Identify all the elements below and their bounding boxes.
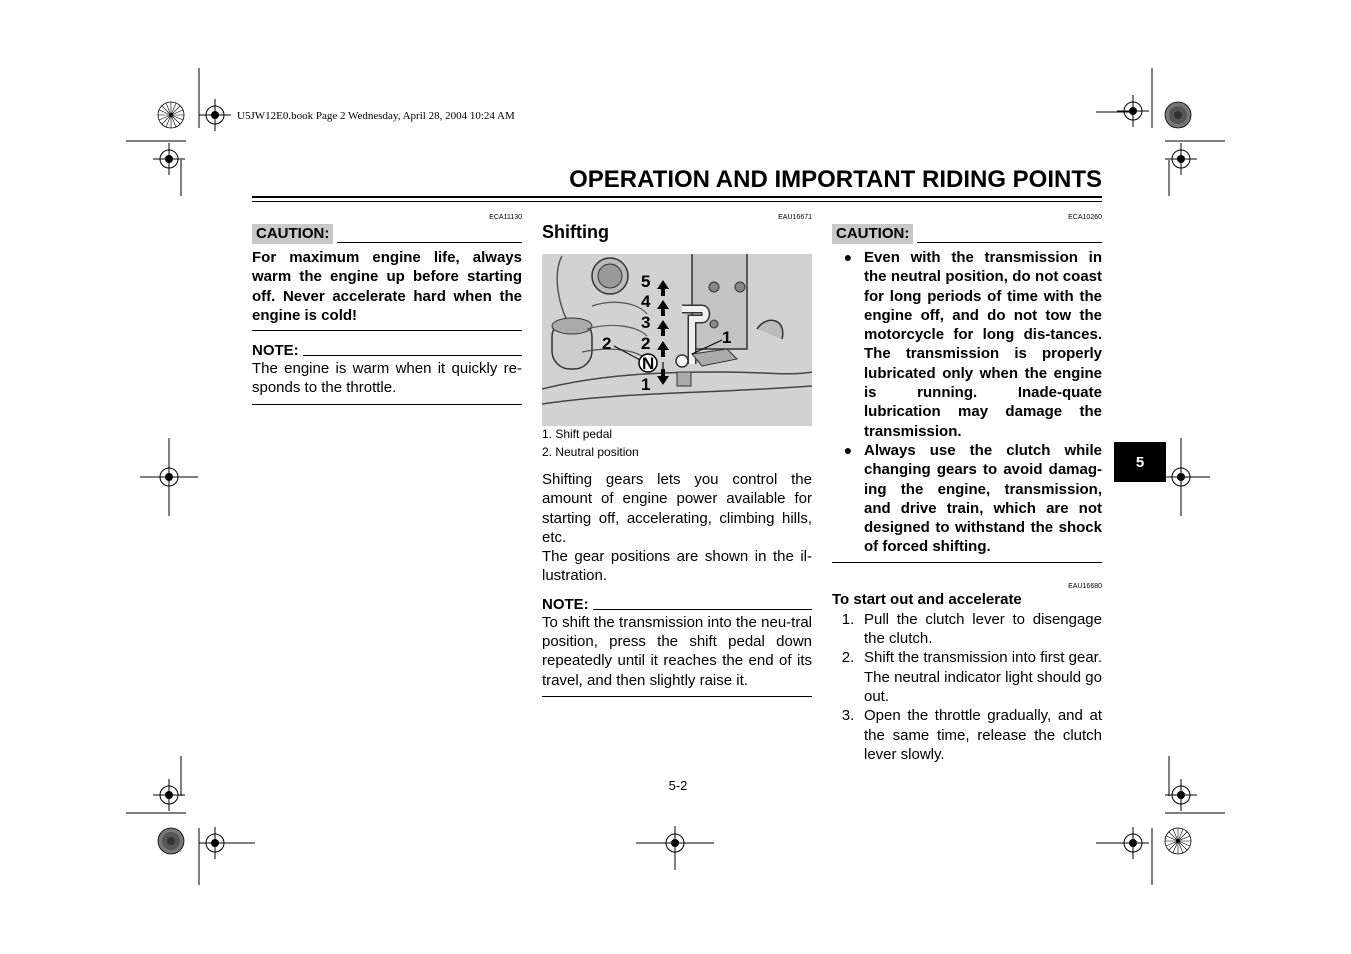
list-item: 3. Open the throttle gradually, and at the same time, release the clutch lever slowly. <box>841 707 1102 763</box>
column-left <box>252 214 522 405</box>
registration-mark <box>1117 95 1149 127</box>
caption-item: 1. Shift pedal <box>542 427 613 441</box>
caution-label: CAUTION: <box>252 224 333 244</box>
gear-label-4: 4 <box>641 292 651 311</box>
note-heading <box>252 342 522 359</box>
callout-shift-pedal: 1 <box>722 328 732 347</box>
caution-heading <box>252 224 522 244</box>
book-info: U5JW12E0.book Page 2 Wednesday, April 28, 2004 10:24 AM <box>237 110 515 122</box>
section-heading: Shifting <box>542 222 609 242</box>
registration-mark <box>158 828 184 854</box>
subsection-heading: To start out and accelerate <box>832 590 1022 608</box>
gear-label-neutral: N <box>642 354 655 373</box>
registration-mark <box>199 99 231 131</box>
registration-mark <box>153 779 185 811</box>
list-item: 2. Shift the transmission into first gear. The neutral indicator light should go out. <box>841 649 1102 705</box>
note-label: NOTE: <box>252 342 299 360</box>
caution-label: CAUTION: <box>832 224 913 244</box>
caution-text: For maximum engine life, always warm the engine up before starting off. Never accelerate hard when the engine is cold! <box>252 249 522 324</box>
gear-label-1: 1 <box>641 375 651 394</box>
gear-label-3: 3 <box>641 313 651 332</box>
reference-code: ECA10260 <box>1068 214 1102 221</box>
reference-code: ECA11130 <box>489 214 522 221</box>
caution-bullet: ● Even with the transmission in the neutral position, do not coast for long periods of time with the engine off, and do not tow the motorcycle for long dis-tances. The transmission is properly lubricated only when the engine is running. Inade-quate lubrication may damage the transmission. <box>832 248 1102 441</box>
registration-mark <box>158 102 184 128</box>
gear-label-5: 5 <box>641 272 651 291</box>
bullet-icon: ● <box>843 441 853 458</box>
caution-heading <box>832 224 1102 244</box>
header-rule <box>252 196 1102 198</box>
registration-mark <box>1165 779 1197 811</box>
bullet-icon: ● <box>843 249 853 265</box>
paragraph: The gear positions are shown in the il-lustration. <box>542 548 812 585</box>
paragraph: Shifting gears lets you control the amount of engine power available for starting off, accelerating, climbing hills, etc. <box>542 471 812 546</box>
note-text: The engine is warm when it quickly re-sponds to the throttle. <box>252 360 522 397</box>
caption-item: 2. Neutral position <box>542 445 639 459</box>
list-item: 1. Pull the clutch lever to disengage the clutch. <box>841 610 1102 648</box>
gear-label-2: 2 <box>641 334 651 353</box>
chapter-tab: 5 <box>1114 442 1166 482</box>
page-number: 5-2 <box>668 778 688 793</box>
shift-pedal-illustration <box>542 254 812 426</box>
figure-captions <box>542 425 812 697</box>
column-right <box>832 214 1102 764</box>
column-middle <box>542 214 812 243</box>
registration-mark <box>1165 828 1191 854</box>
registration-mark <box>153 143 185 175</box>
caution-bullet: ● Always use the clutch while changing gears to avoid damag-ing the engine, transmission, and drive train, which are not designed to withstand the shock of forced shifting. <box>832 441 1102 557</box>
registration-mark <box>1165 102 1191 128</box>
reference-code: EAU16671 <box>778 214 812 221</box>
shift-pedal-drawing <box>542 254 812 426</box>
registration-mark <box>1165 143 1197 175</box>
note-text: To shift the transmission into the neu-tral position, press the shift pedal down repeatedly until it reaches the end of its travel, and then slightly raise it. <box>542 613 812 689</box>
reference-code: EAU16680 <box>1068 582 1102 590</box>
page-title: OPERATION AND IMPORTANT RIDING POINTS <box>569 166 1102 193</box>
note-heading <box>542 596 812 613</box>
callout-neutral-position: 2 <box>602 334 612 353</box>
note-label: NOTE: <box>542 595 589 613</box>
steps-list <box>832 610 1102 764</box>
header-rule <box>252 201 1102 202</box>
